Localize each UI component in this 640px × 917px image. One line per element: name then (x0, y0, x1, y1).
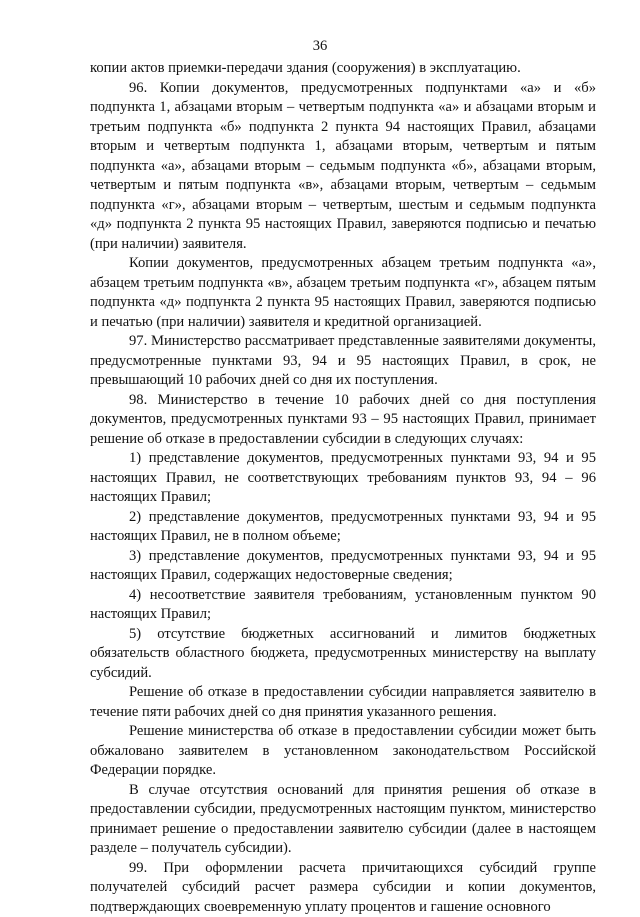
paragraph-appeal: Решение министерства об отказе в предоставлении субсидии может быть обжаловано заявителем в установленном законодательством Российской Федерации порядке. (90, 722, 596, 781)
paragraph-98: 98. Министерство в течение 10 рабочих дней со дня поступления документов, предусмотренных пунктами 93 – 95 настоящих Правил, принимает решение об отказе в предоставлении субсидии в следующих случаях: (90, 391, 596, 450)
paragraph-continuation: копии актов приемки-передачи здания (сооружения) в эксплуатацию. (90, 59, 596, 79)
list-item-1: 1) представление документов, предусмотренных пунктами 93, 94 и 95 настоящих Правил, не соответствующих требованиям пунктов 93, 94 – 96 настоящих Правил; (90, 449, 596, 508)
paragraph-97: 97. Министерство рассматривает представленные заявителями документы, предусмотренные пунктами 93, 94 и 95 настоящих Правил, в срок, не превышающий 10 рабочих дней со дня их поступления. (90, 332, 596, 391)
paragraph-96-copies: Копии документов, предусмотренных абзацем третьим подпункта «а», абзацем третьим подпункта «в», абзацем третьим подпункта «г», абзацем пятым подпункта «д» подпункта 2 пункта 95 настоящих Правил, заверяются подписью и печатью (при наличии) заявителя и кредитной организацией. (90, 254, 596, 332)
list-item-5: 5) отсутствие бюджетных ассигнований и лимитов бюджетных обязательств областного бюджета, предусмотренных министерству на выплату субсидий. (90, 625, 596, 684)
paragraph-96: 96. Копии документов, предусмотренных подпунктами «а» и «б» подпункта 1, абзацами вторым – четвертым подпункта «а» и абзацами вторым и третьим подпункта «б» подпункта 2 пункта 94 настоящих Правил, абзацами вторым и четвертым подпункта 1, абзацами вторым, четвертым и пятым подпункта «а», абзацами вторым – седьмым подпункта «б», абзацами вторым, четвертым и пятым подпункта «в», абзацами вторым, четвертым – седьмым подпункта «г», абзацами вторым – четвертым, шестым и седьмым подпункта «д» подпункта 2 пункта 95 настоящих Правил, заверяются подписью и печатью (при наличии) заявителя. (90, 79, 596, 255)
list-item-4: 4) несоответствие заявителя требованиям, установленным пунктом 90 настоящих Правил; (90, 586, 596, 625)
paragraph-99: 99. При оформлении расчета причитающихся субсидий группе получателей субсидий расчет размера субсидии и копии документов, подтверждающих своевременную уплату процентов и гашение основного (90, 859, 596, 917)
paragraph-refusal-notice: Решение об отказе в предоставлении субсидии направляется заявителю в течение пяти рабочих дней со дня принятия указанного решения. (90, 683, 596, 722)
document-body (90, 59, 596, 917)
page-number: 36 (0, 37, 640, 57)
list-item-3: 3) представление документов, предусмотренных пунктами 93, 94 и 95 настоящих Правил, содержащих недостоверные сведения; (90, 547, 596, 586)
paragraph-grant-decision: В случае отсутствия оснований для принятия решения об отказе в предоставлении субсидии, предусмотренных настоящим пунктом, министерство принимает решение о предоставлении заявителю субсидии (далее в настоящем разделе – получатель субсидии). (90, 781, 596, 859)
list-item-2: 2) представление документов, предусмотренных пунктами 93, 94 и 95 настоящих Правил, не в полном объеме; (90, 508, 596, 547)
